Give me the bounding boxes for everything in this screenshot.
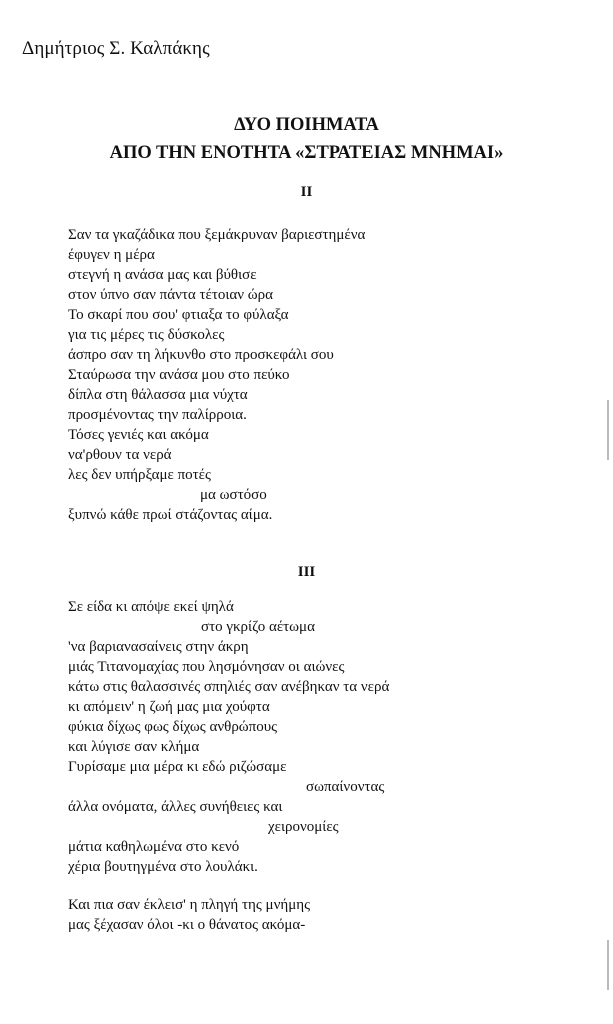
poem-2-stanza bbox=[68, 225, 365, 525]
poem-line: Τόσες γενιές και ακόμα bbox=[68, 427, 209, 443]
scan-edge-mark bbox=[607, 940, 609, 990]
poem-line: κι απόμειν' η ζωή μας μια χούφτα bbox=[68, 699, 270, 715]
poem-line: για τις μέρες τις δύσκολες bbox=[68, 327, 225, 343]
title-line-1: ΔΥΟ ΠΟΙΗΜΑΤΑ bbox=[234, 115, 379, 135]
poem-line: 'να βαριανασαίνεις στην άκρη bbox=[68, 639, 249, 655]
poem-line: κάτω στις θαλασσινές σπηλιές σαν ανέβηκαν τα νερά bbox=[68, 679, 390, 695]
poem-line: και λύγισε σαν κλήμα bbox=[68, 739, 200, 755]
poem-line: μάτια καθηλωμένα στο κενό bbox=[68, 839, 240, 855]
poem-line-indented: χειρονομίες bbox=[268, 819, 339, 835]
poem-line: να'ρθουν τα νερά bbox=[68, 447, 172, 463]
poem-3-closing-stanza bbox=[68, 895, 310, 935]
poem-line: ξυπνώ κάθε πρωί στάζοντας αίμα. bbox=[68, 507, 273, 523]
poem-line: μιάς Τιτανομαχίας που λησμόνησαν οι αιώνες bbox=[68, 659, 345, 675]
poem-line: Το σκαρί που σου' φτιαξα το φύλαξα bbox=[68, 307, 289, 323]
poem-line: έφυγεν η μέρα bbox=[68, 247, 155, 263]
title-line-2: ΑΠΟ ΤΗΝ ΕΝΟΤΗΤΑ «ΣΤΡΑΤΕΙΑΣ ΜΝΗΜΑΙ» bbox=[109, 143, 504, 163]
poem-line: προσμένοντας την παλίρροια. bbox=[68, 407, 247, 423]
poem-line-indented: μα ωστόσο bbox=[200, 487, 267, 503]
poem-line: Σαν τα γκαζάδικα που ξεμάκρυναν βαριεστημένα bbox=[68, 227, 366, 243]
poem-2-number: II bbox=[300, 184, 313, 200]
poem-line: Σταύρωσα την ανάσα μου στο πεύκο bbox=[68, 367, 290, 383]
poem-line: φύκια δίχως φως δίχως ανθρώπους bbox=[68, 719, 278, 735]
poem-line: στεγνή η ανάσα μας και βύθισε bbox=[68, 267, 257, 283]
poem-line: δίπλα στη θάλασσα μια νύχτα bbox=[68, 387, 248, 403]
poem-line: στον ύπνο σαν πάντα τέτοιαν ώρα bbox=[68, 287, 274, 303]
author-name: Δημήτριος Σ. Καλπάκης bbox=[22, 38, 210, 59]
poem-line-indented: σωπαίνοντας bbox=[306, 779, 385, 795]
poem-3-stanza bbox=[68, 597, 389, 877]
poem-line: άσπρο σαν τη λήκυνθο στο προσκεφάλι σου bbox=[68, 347, 334, 363]
scan-edge-mark bbox=[607, 400, 609, 460]
poem-line: Σε είδα κι απόψε εκεί ψηλά bbox=[68, 599, 234, 615]
poem-line-indented: στο γκρίζο αέτωμα bbox=[201, 619, 315, 635]
poem-line: Γυρίσαμε μια μέρα κι εδώ ριζώσαμε bbox=[68, 759, 287, 775]
poem-line: χέρια βουτηγμένα στο λουλάκι. bbox=[68, 859, 258, 875]
poem-line: λες δεν υπήρξαμε ποτές bbox=[68, 467, 211, 483]
poem-line: Και πια σαν έκλεισ' η πληγή της μνήμης bbox=[68, 897, 311, 913]
poem-line: μας ξέχασαν όλοι -κι ο θάνατος ακόμα- bbox=[68, 917, 306, 933]
poem-line: άλλα ονόματα, άλλες συνήθειες και bbox=[68, 799, 283, 815]
poem-3-number: III bbox=[297, 564, 316, 580]
